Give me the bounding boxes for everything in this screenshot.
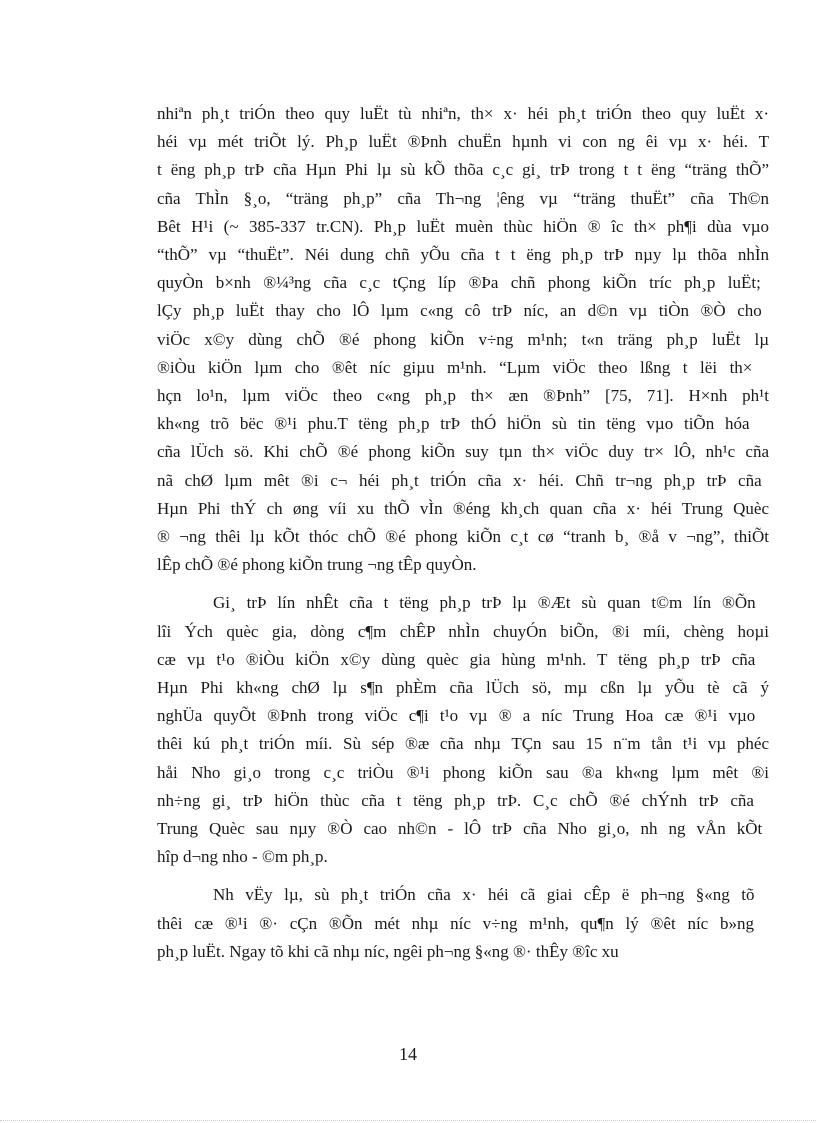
text-line: Nh vËy lµ, sù ph¸t triÓn cña x· héi cã giai cÊp ë ph¬ng §«ng tõ [213,885,755,905]
text-line: nã chØ lµm mêt ®i c¬ héi ph¸t triÓn cña x· héi. Chñ tr¬ng ph¸p trÞ cña [157,470,762,490]
paragraph [157,100,769,579]
text-line: cña ThÌn §¸o, “träng ph¸p” cña Th¬ng ¦êng vµ “träng thuËt” cña Th©n [157,188,769,208]
page-number: 14 [399,1044,417,1064]
text-line: lîi Ých quèc gia, dòng c¶m chÊP nhÌn chuyÓn biÕn, ®i míi, chèng hoµi [157,621,769,641]
document-body [157,100,769,966]
text-line: hçn lo¹n, lµm viÖc theo c«ng ph¸p th× æn ®Þnh” [75, 71]. H×nh ph¹t [157,386,769,406]
text-line: Bêt H¹i (~ 385-337 tr.CN). Ph¸p luËt muèn thùc hiÖn ® îc th× ph¶i dùa vµo [157,216,769,236]
text-line: cña lÜch sö. Khi chÕ ®é phong kiÕn suy tµn th× viÖc duy tr× lÔ, nh¹c cña [157,442,769,462]
text-line: Hµn Phi thÝ ch øng víi xu thÕ vÌn ®éng kh¸ch quan cña x· héi Trung Quèc [157,498,769,518]
page-bottom-border [0,1120,816,1121]
text-line: t ëng ph¸p trÞ cña Hµn Phi lµ sù kÕ thõa c¸c gi¸ trÞ trong t t ëng “träng thÕ” [157,160,769,180]
text-line: nh÷ng gi¸ trÞ hiÖn thùc cña t tëng ph¸p trÞ. C¸c chÕ ®é chÝnh trÞ cña [157,790,754,810]
text-line: ®iÒu kiÖn lµm cho ®êt níc giµu m¹nh. “Lµm viÖc theo lßng t lëi th× [157,357,753,377]
text-line: cæ vµ t¹o ®iÒu kiÖn x©y dùng quèc gia hùng m¹nh. T tëng ph¸p trÞ cña [157,649,756,669]
text-line: lÇy ph¸p luËt thay cho lÔ lµm c«ng cô trÞ níc, an d©n vµ tiÒn ®Ò cho [157,301,762,321]
text-line: thêi kú ph¸t triÓn míi. Sù sép ®æ cña nhµ TÇn sau 15 n¨m tån t¹i vµ phéc [157,734,769,754]
text-line: viÖc x©y dùng chÕ ®é phong kiÕn v÷ng m¹nh; t«n träng ph¸p luËt lµ [157,329,769,349]
text-line: nghÜa quyÕt ®Þnh trong viÖc c¶i t¹o vµ ® a níc Trung Hoa cæ ®¹i vµo [157,706,756,726]
text-line: håi Nho gi¸o trong c¸c triÒu ®¹i phong kiÕn sau ®a kh«ng lµm mêt ®i [157,762,769,782]
text-line: quyÒn b×nh ®¼³ng cña c¸c tÇng líp ®Þa chñ phong kiÕn tríc ph¸p luËt; [157,273,761,293]
paragraph [157,589,769,871]
text-line: ph¸p luËt. Ngay tõ khi cã nhµ níc, ngêi ph¬ng §«ng ®· thÊy ®îc xu [157,941,619,961]
paragraph [157,881,769,966]
text-line: Gi¸ trÞ lín nhÊt cña t tëng ph¸p trÞ lµ ®Æt sù quan t©m lín ®Õn [213,593,756,613]
text-line: héi vµ mét triÕt lý. Ph¸p luËt ®Þnh chuËn hµnh vi con ng êi vµ x· héi. T [157,132,769,152]
text-line: thêi cæ ®¹i ®· cÇn ®Õn mét nhµ níc v÷ng m¹nh, qu¶n lý ®êt níc b»ng [157,913,754,933]
text-line: lÊp chÕ ®é phong kiÕn trung ¬ng tÊp quyÒn. [157,555,477,575]
text-line: hîp d¬ng nho - ©m ph¸p. [157,847,328,867]
text-line: ® ¬ng thêi lµ kÕt thóc chÕ ®é phong kiÕn c¸t cø “tranh b¸ ®å v ¬ng”, thiÕt [157,527,769,547]
text-line: kh«ng trõ bëc ®¹i phu.T tëng ph¸p trÞ thÓ hiÖn sù tin tëng vµo tiÕn hóa [157,414,750,434]
text-line: nhiªn ph¸t triÓn theo quy luËt tù nhiªn, th× x· héi ph¸t triÓn theo quy luËt x· [157,104,769,123]
text-line: “thÕ” vµ “thuËt”. Néi dung chñ yÕu cña t t ëng ph¸p trÞ nµy lµ thõa nhÌn [157,245,769,265]
text-line: Hµn Phi kh«ng chØ lµ s¶n phÈm cña lÜch sö, mµ cßn lµ yÕu tè cã ý [157,678,769,698]
text-line: Trung Quèc sau nµy ®Ò cao nh©n - lÔ trÞ cña Nho gi¸o, nh ng vÅn kÕt [157,819,763,839]
